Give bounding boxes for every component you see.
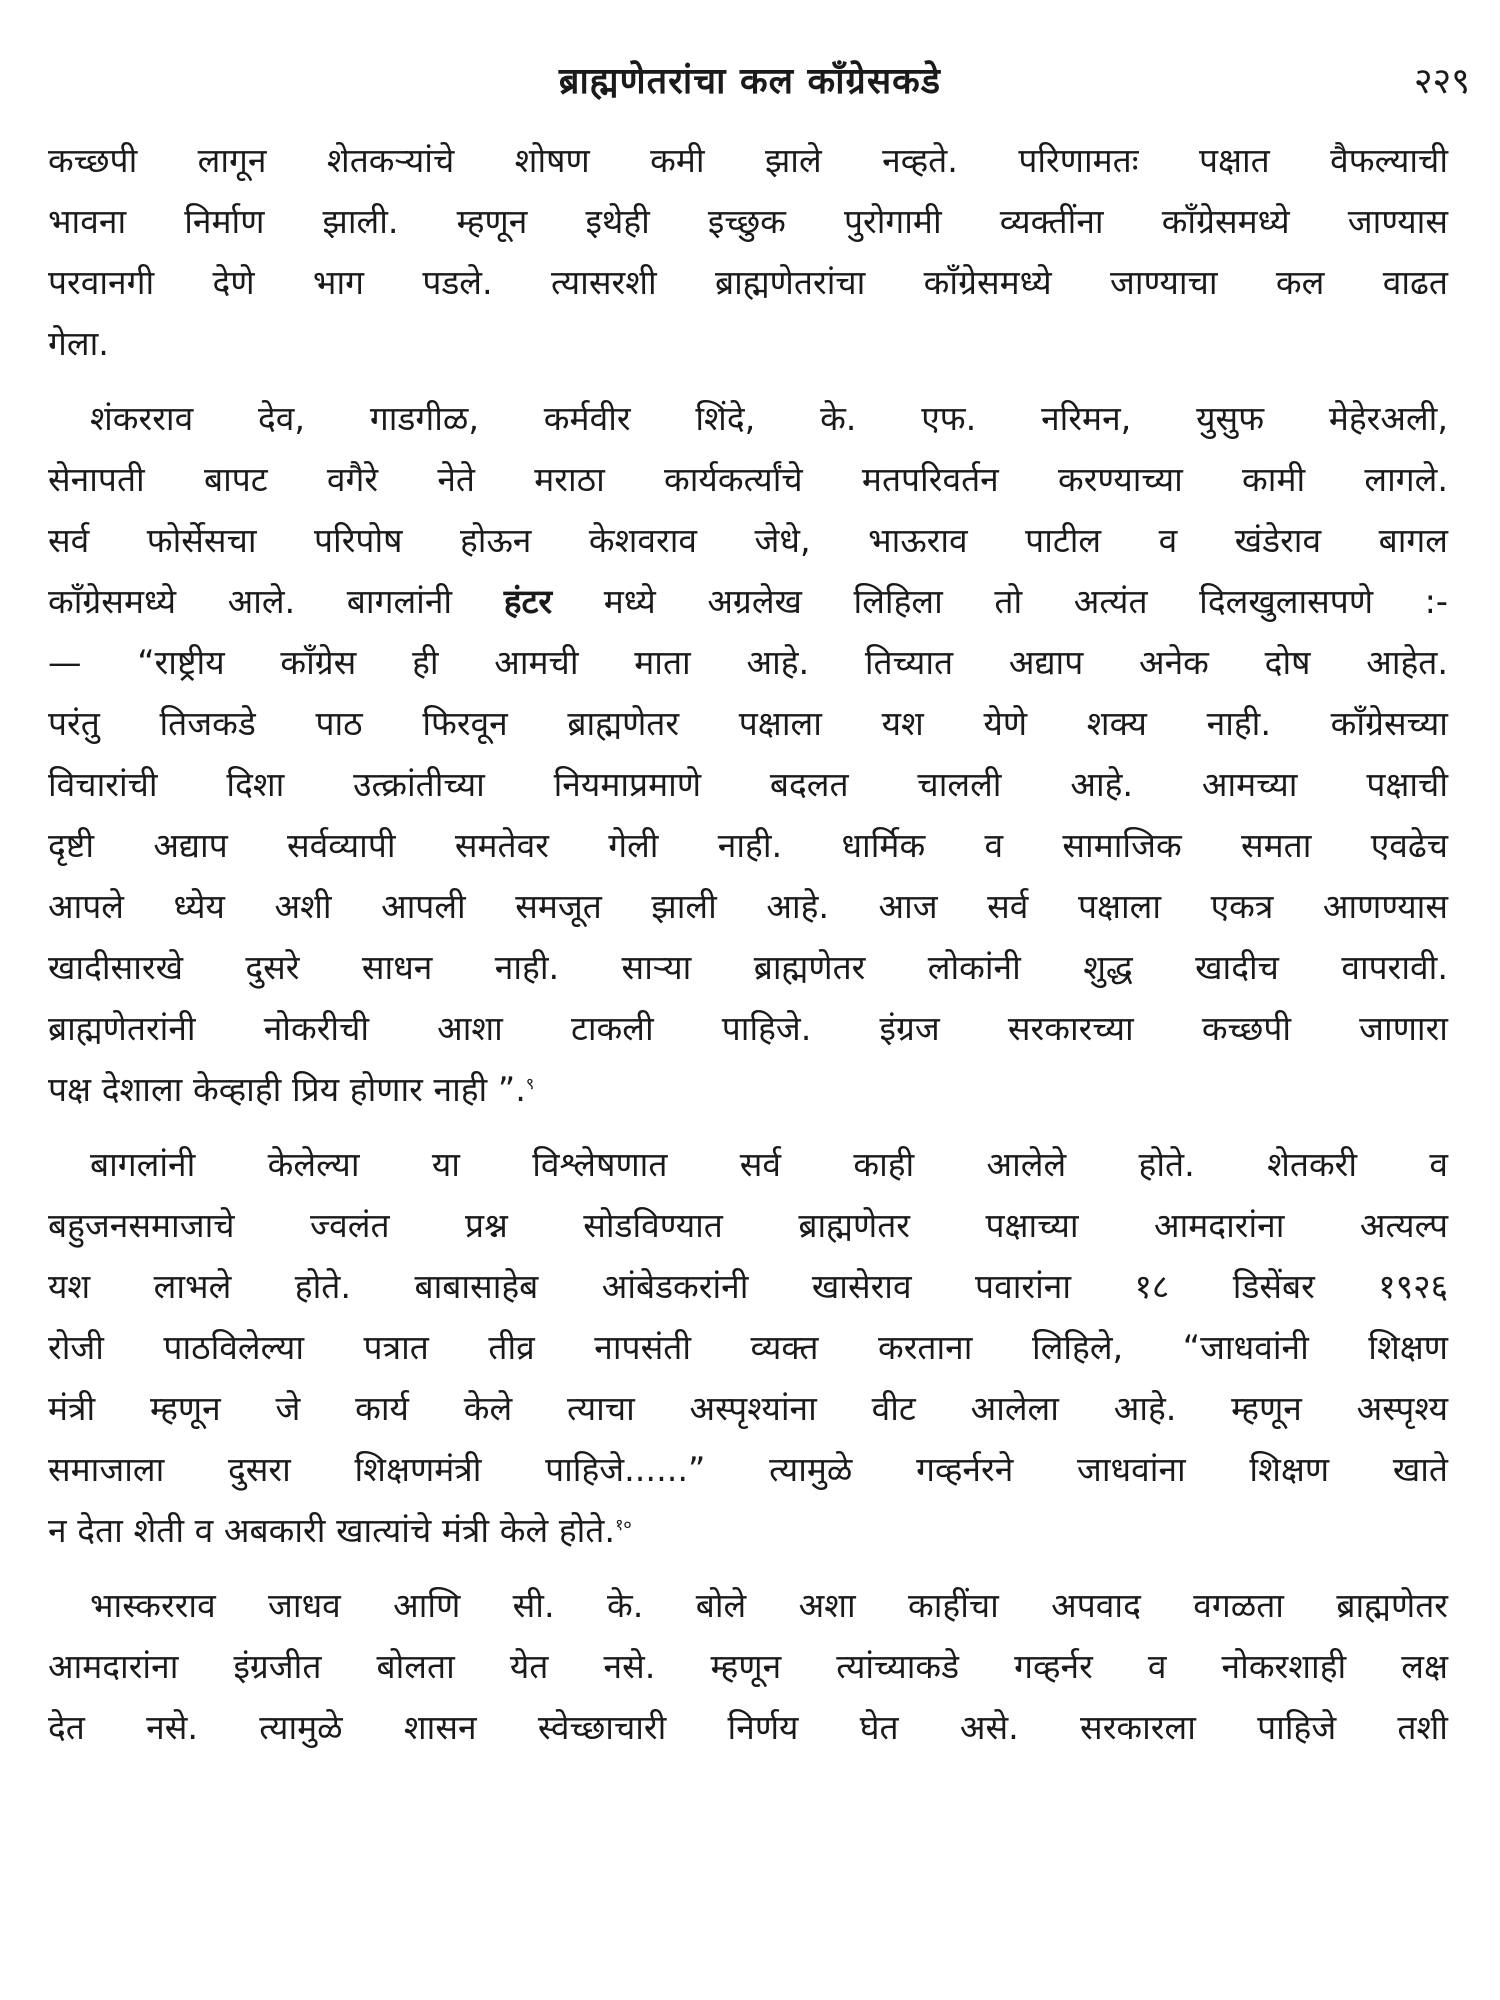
paragraph-4 (48, 1575, 1448, 1758)
text-segment: काँग्रेसमध्ये आले. बागलांनी (48, 582, 504, 621)
text-line: बहुजनसमाजाचे ज्वलंत प्रश्न सोडविण्यात ब्राह्मणेतर पक्षाच्या आमदारांना अत्यल्प (48, 1206, 1448, 1245)
quote-line: विचारांची दिशा उत्क्रांतीच्या नियमाप्रमाणे बदलत चालली आहे. आमच्या पक्षाची (48, 765, 1448, 804)
text-line: भावना निर्माण झाली. म्हणून इथेही इच्छुक पुरोगामी व्यक्तींना काँग्रेसमध्ये जाण्यास (48, 202, 1448, 241)
text-line: गेला. (48, 324, 109, 363)
text-line: यश लाभले होते. बाबासाहेब आंबेडकरांनी खासेराव पवारांना १८ डिसेंबर १९२६ (48, 1267, 1448, 1306)
body-text (48, 130, 1448, 1758)
text-line: बागलांनी केलेल्या या विश्लेषणात सर्व काही आलेले होते. शेतकरी व (90, 1145, 1448, 1184)
paragraph-2 (48, 388, 1448, 1120)
running-header (0, 52, 1500, 112)
text-line: आमदारांना इंग्रजीत बोलता येत नसे. म्हणून त्यांच्याकडे गव्हर्नर व नोकरशाही लक्ष (48, 1647, 1448, 1686)
text-line: शंकरराव देव, गाडगीळ, कर्मवीर शिंदे, के. एफ. नरिमन, युसुफ मेहेरअली, (90, 399, 1448, 438)
text-line (48, 1500, 1448, 1561)
newspaper-name: हंटर (503, 582, 553, 621)
text-line: रोजी पाठविलेल्या पत्रात तीव्र नापसंती व्यक्त करताना लिहिले, “जाधवांनी शिक्षण (48, 1328, 1448, 1367)
text-line: भास्करराव जाधव आणि सी. के. बोले अशा काहींचा अपवाद वगळता ब्राह्मणेतर (90, 1586, 1448, 1625)
quote-line: आपले ध्येय अशी आपली समजूत झाली आहे. आज सर्व पक्षाला एकत्र आणण्यास (48, 887, 1448, 926)
quote-line: दृष्टी अद्याप सर्वव्यापी समतेवर गेली नाही. धार्मिक व सामाजिक समता एवढेच (48, 826, 1448, 865)
text-line: सेनापती बापट वगैरे नेते मराठा कार्यकर्त्यांचे मतपरिवर्तन करण्याच्या कामी लागले. (48, 460, 1448, 499)
quote-line: — “राष्ट्रीय काँग्रेस ही आमची माता आहे. तिच्यात अद्याप अनेक दोष आहेत. (48, 643, 1448, 682)
text-line: परवानगी देणे भाग पडले. त्यासरशी ब्राह्मणेतरांचा काँग्रेसमध्ये जाण्याचा कल वाढत (48, 263, 1448, 302)
text-segment: न देता शेती व अबकारी खात्यांचे मंत्री केले होते. (48, 1511, 616, 1550)
page-title: ब्राह्मणेतरांचा कल काँग्रेसकडे (558, 61, 942, 102)
text-line: समाजाला दुसरा शिक्षणमंत्री पाहिजे......” त्यामुळे गव्हर्नरने जाधवांना शिक्षण खाते (48, 1450, 1448, 1489)
text-line (48, 571, 1448, 632)
text-segment: पक्ष देशाला केव्हाही प्रिय होणार नाही ”. (48, 1070, 526, 1109)
footnote-marker: ९ (525, 1073, 535, 1093)
text-segment: मध्ये अग्रलेख लिहिला तो अत्यंत दिलखुलासपणे :- (552, 582, 1449, 621)
text-line: देत नसे. त्यामुळे शासन स्वेच्छाचारी निर्णय घेत असे. सरकारला पाहिजे तशी (48, 1708, 1448, 1747)
quote-line: ब्राह्मणेतरांनी नोकरीची आशा टाकली पाहिजे. इंग्रज सरकारच्या कच्छपी जाणारा (48, 1009, 1448, 1048)
paragraph-1 (48, 130, 1448, 374)
page-number: २२९ (1413, 61, 1470, 102)
quote-line (48, 1059, 1448, 1120)
quote-line: परंतु तिजकडे पाठ फिरवून ब्राह्मणेतर पक्षाला यश येणे शक्य नाही. काँग्रेसच्या (48, 704, 1448, 743)
footnote-marker: १० (615, 1514, 632, 1534)
text-line: सर्व फोर्सेसचा परिपोष होऊन केशवराव जेधे, भाऊराव पाटील व खंडेराव बागल (48, 521, 1448, 560)
quote-line: खादीसारखे दुसरे साधन नाही. साऱ्या ब्राह्मणेतर लोकांनी शुद्ध खादीच वापरावी. (48, 948, 1448, 987)
text-line: कच्छपी लागून शेतकऱ्यांचे शोषण कमी झाले नव्हते. परिणामतः पक्षात वैफल्याची (48, 141, 1448, 180)
paragraph-3 (48, 1134, 1448, 1561)
text-line: मंत्री म्हणून जे कार्य केले त्याचा अस्पृश्यांना वीट आलेला आहे. म्हणून अस्पृश्य (48, 1389, 1448, 1428)
